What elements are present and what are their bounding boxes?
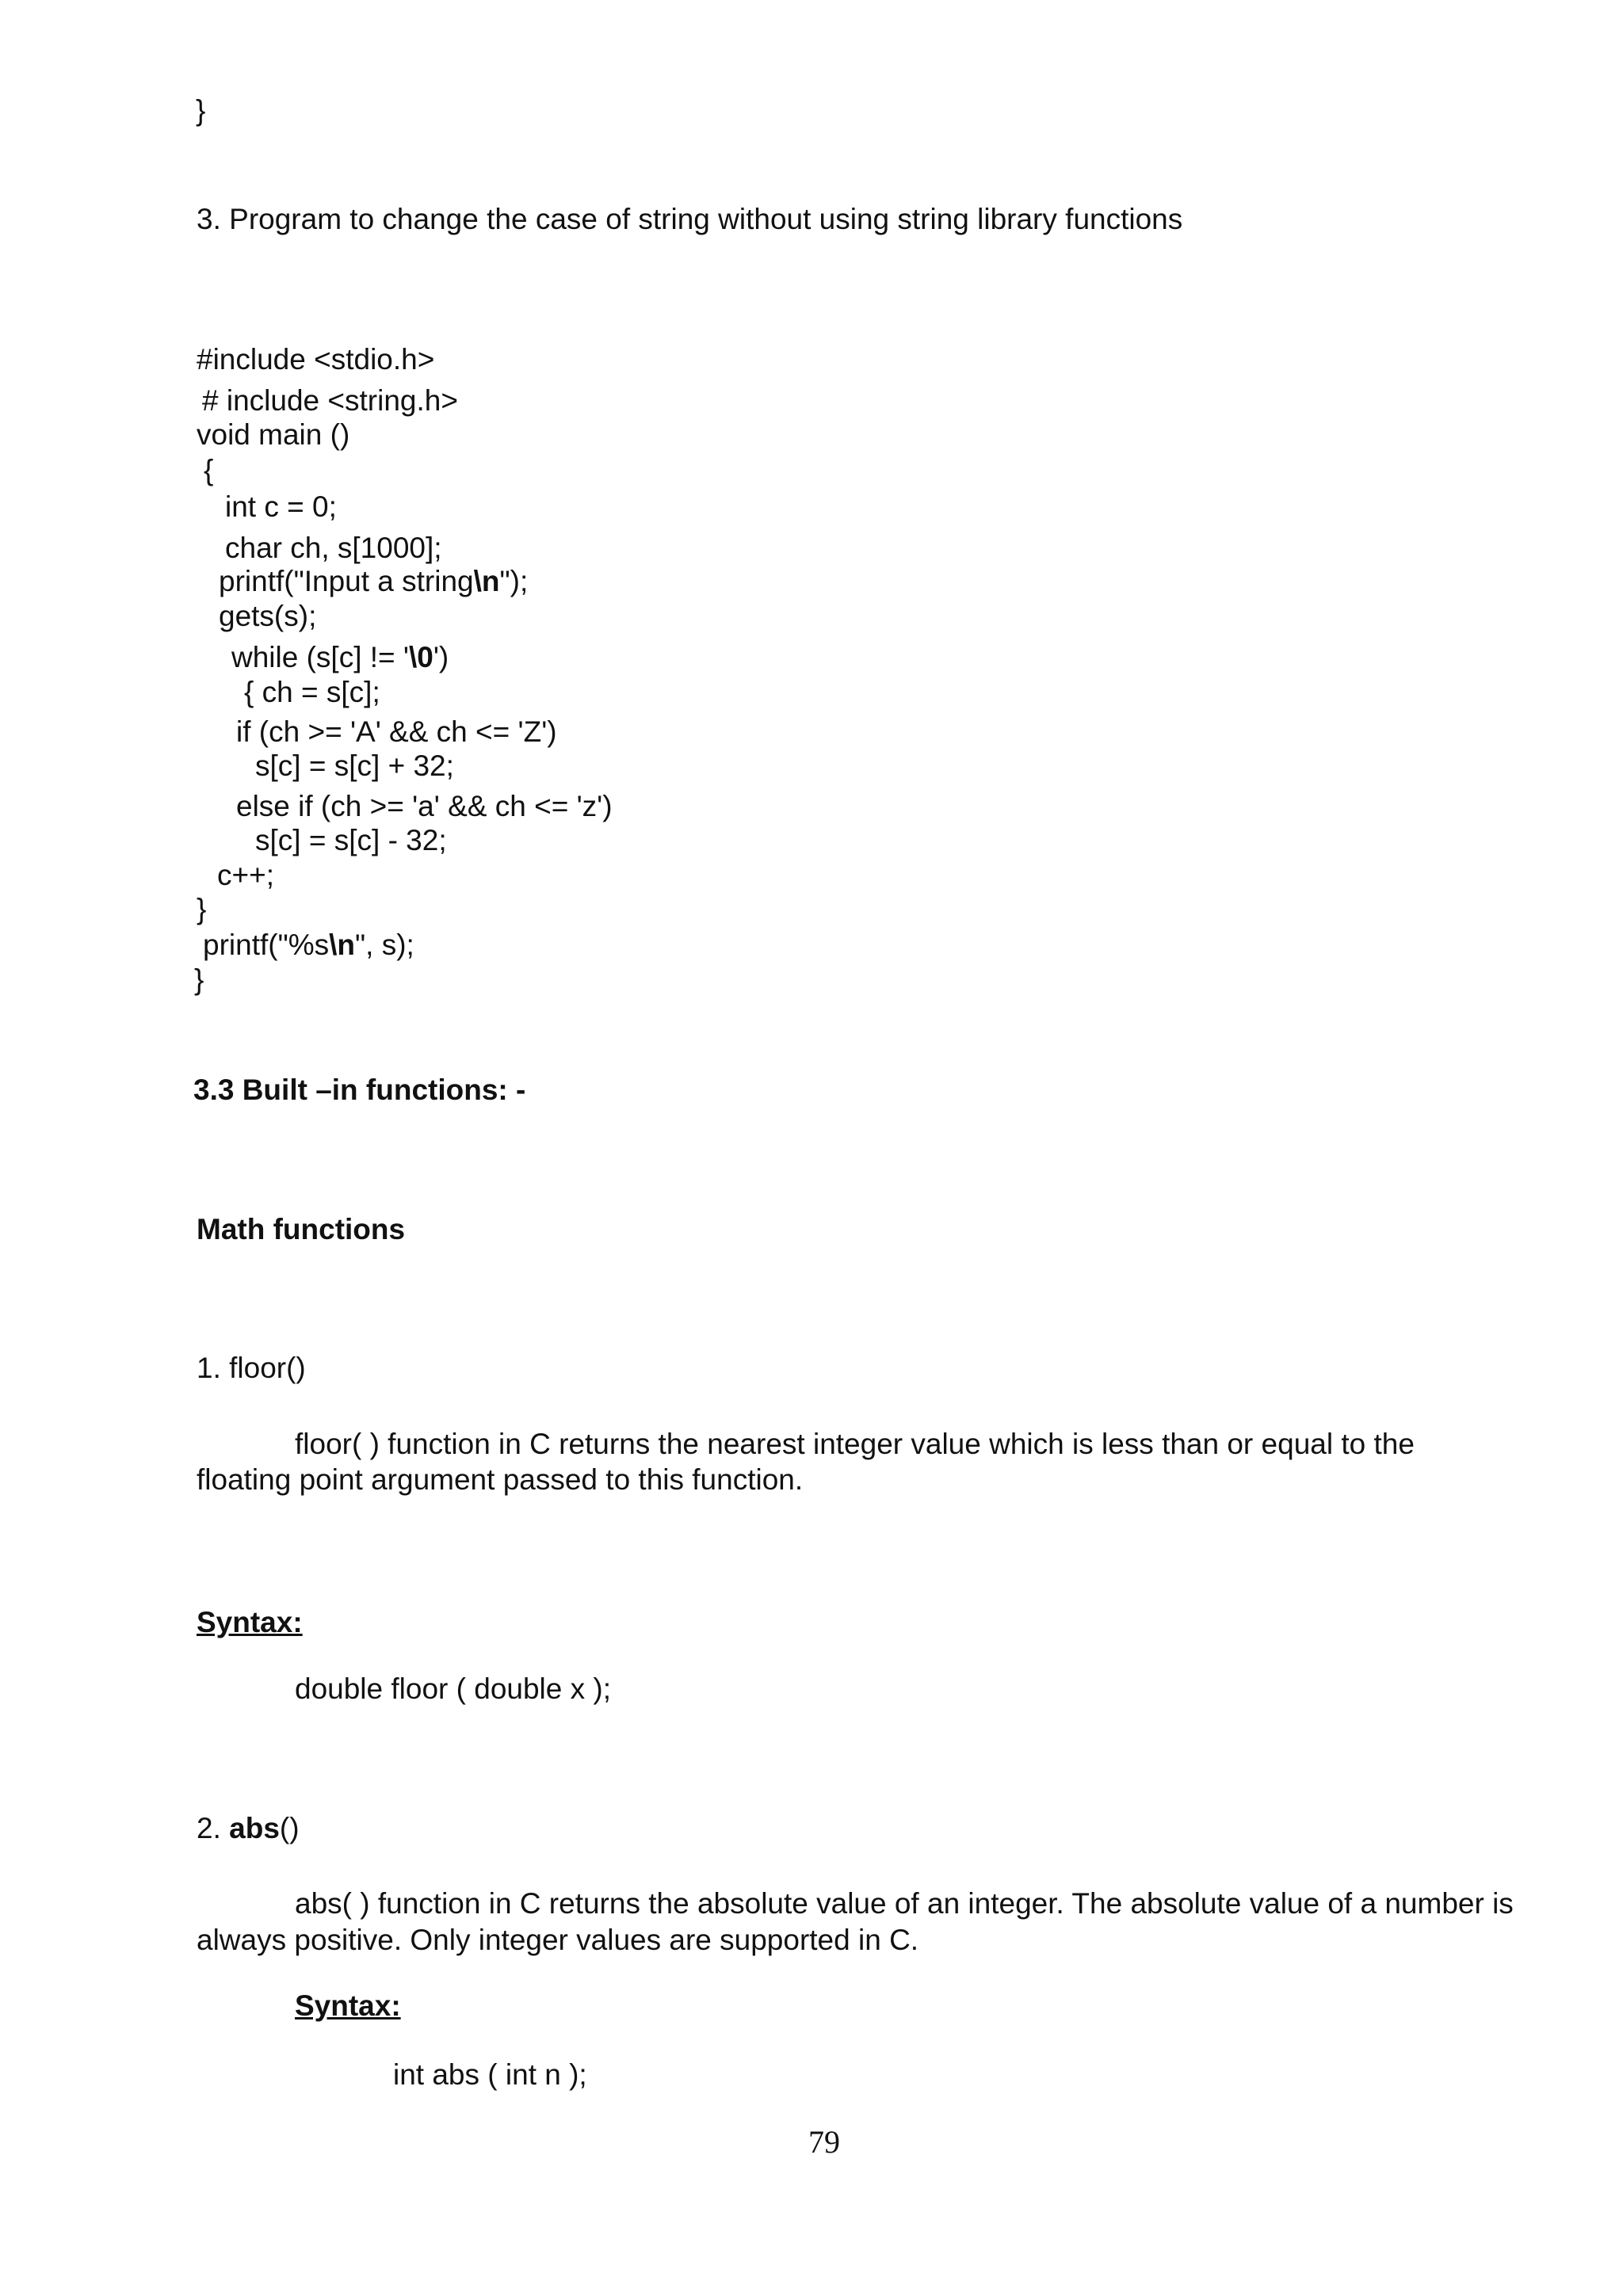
- code-line: }: [197, 893, 207, 925]
- page-number: 79: [808, 2124, 840, 2160]
- code-line: #include <stdio.h>: [197, 343, 435, 376]
- program-heading: 3. Program to change the case of string without using string library functions: [197, 203, 1183, 235]
- floor-description: floor( ) function in C returns the nearest integer value which is less than or equal to the: [295, 1428, 1415, 1460]
- code-line: gets(s);: [219, 600, 317, 632]
- abs-syntax: int abs ( int n );: [393, 2058, 587, 2091]
- abs-title-name: abs: [229, 1812, 280, 1844]
- code-line: char ch, s[1000];: [225, 532, 442, 564]
- code-text: while (s[c] != ': [231, 641, 409, 673]
- escape-sequence: \0: [409, 641, 433, 673]
- code-line: c++;: [217, 859, 274, 891]
- section-heading: 3.3 Built –in functions: -: [193, 1074, 526, 1106]
- code-text: ");: [499, 565, 529, 597]
- code-line: [203, 928, 414, 963]
- code-line: # include <string.h>: [202, 384, 458, 417]
- code-line: s[c] = s[c] + 32;: [255, 749, 454, 782]
- escape-sequence: \n: [329, 929, 356, 961]
- escape-sequence: \n: [473, 565, 500, 597]
- code-line: int c = 0;: [225, 490, 337, 523]
- syntax-label: Syntax:: [197, 1606, 303, 1638]
- code-text: printf("Input a string: [219, 565, 474, 597]
- abs-title: [197, 1811, 300, 1846]
- code-line: [231, 640, 449, 675]
- code-line: {: [204, 454, 214, 486]
- code-line: }: [194, 963, 204, 996]
- abs-title-suffix: (): [279, 1812, 300, 1844]
- code-line: s[c] = s[c] - 32;: [255, 824, 447, 856]
- abs-description: abs( ) function in C returns the absolute value of an integer. The absolute value of a number is: [295, 1887, 1514, 1920]
- code-text: '): [433, 641, 449, 673]
- floor-description: floating point argument passed to this function.: [197, 1463, 804, 1496]
- code-line: if (ch >= 'A' && ch <= 'Z'): [236, 715, 557, 748]
- syntax-label: Syntax:: [295, 1989, 401, 2022]
- floor-syntax: double floor ( double x );: [295, 1672, 612, 1705]
- floor-title: 1. floor(): [197, 1352, 306, 1384]
- code-line: else if (ch >= 'a' && ch <= 'z'): [236, 790, 613, 822]
- closing-brace: }: [196, 94, 206, 127]
- code-line: void main (): [197, 418, 350, 451]
- math-functions-heading: Math functions: [197, 1213, 406, 1245]
- abs-title-prefix: 2.: [197, 1812, 230, 1844]
- code-line: [219, 564, 528, 599]
- abs-description: always positive. Only integer values are supported in C.: [197, 1924, 919, 1956]
- code-text: ", s);: [355, 929, 414, 961]
- code-line: { ch = s[c];: [244, 676, 380, 708]
- code-text: printf("%s: [203, 929, 330, 961]
